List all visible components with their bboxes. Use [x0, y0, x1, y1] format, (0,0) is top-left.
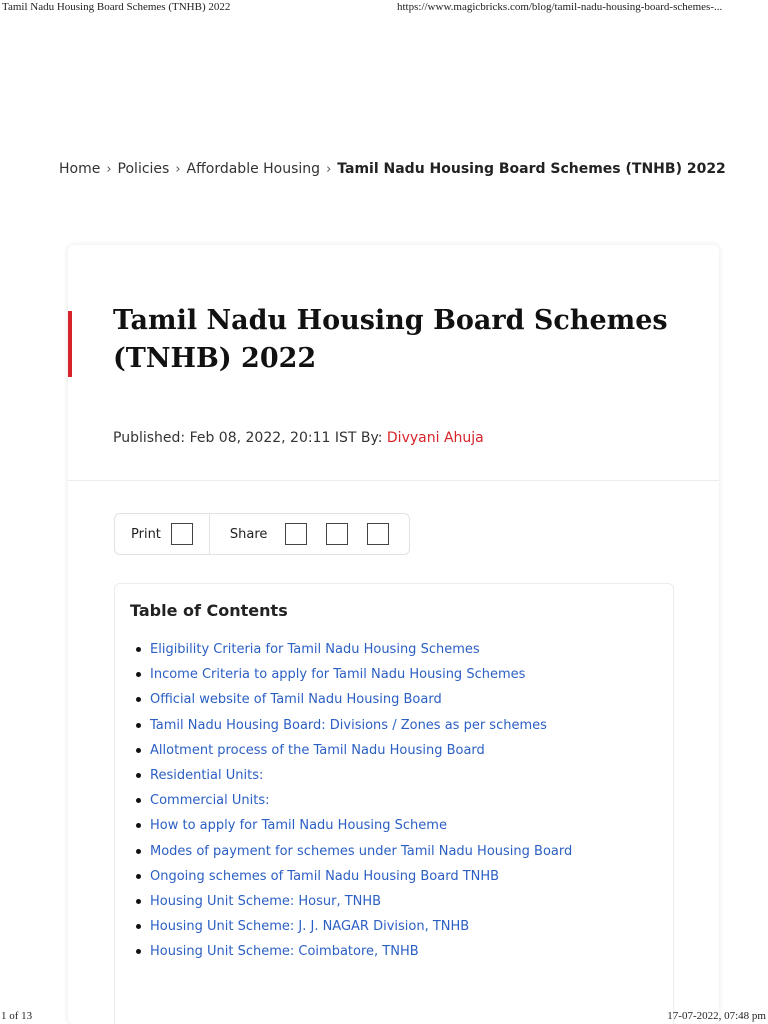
bullet-icon [136, 773, 141, 778]
toc-list [130, 637, 572, 964]
toc-link[interactable]: Housing Unit Scheme: Hosur, TNHB [150, 893, 382, 909]
print-header [0, 0, 768, 16]
toc-link[interactable]: Housing Unit Scheme: Coimbatore, TNHB [150, 944, 419, 960]
bullet-icon [136, 949, 141, 954]
bullet-icon [136, 823, 141, 828]
toc-item [130, 788, 572, 813]
toc-link[interactable]: Tamil Nadu Housing Board: Divisions / Zones as per schemes [150, 717, 547, 733]
bullet-icon [136, 798, 141, 803]
print-url: https://www.magicbricks.com/blog/tamil-nadu-housing-board-schemes-... [397, 1, 723, 13]
toc-item [130, 914, 572, 939]
toolbar-divider [209, 514, 210, 554]
published-info [113, 430, 484, 446]
bullet-icon [136, 723, 141, 728]
toc-link[interactable]: Ongoing schemes of Tamil Nadu Housing Board TNHB [150, 868, 500, 884]
bullet-icon [136, 647, 141, 652]
breadcrumb-affordable-housing[interactable]: Affordable Housing [186, 161, 321, 177]
bullet-icon [136, 672, 141, 677]
toc-link[interactable]: Modes of payment for schemes under Tamil Nadu Housing Board [150, 843, 573, 859]
article-card [68, 245, 719, 1024]
breadcrumb [59, 161, 759, 177]
breadcrumb-separator: › [106, 161, 112, 177]
table-of-contents [114, 583, 674, 1024]
toc-item [130, 813, 572, 838]
toc-link[interactable]: Income Criteria to apply for Tamil Nadu Housing Schemes [150, 667, 526, 683]
print-page-title: Tamil Nadu Housing Board Schemes (TNHB) 2022 [2, 1, 231, 13]
toc-link[interactable]: Allotment process of the Tamil Nadu Housing Board [150, 742, 485, 758]
breadcrumb-separator: › [175, 161, 181, 177]
toc-item [130, 864, 572, 889]
toc-item [130, 713, 572, 738]
author-link[interactable]: Divyani Ahuja [386, 430, 484, 446]
toc-link[interactable]: How to apply for Tamil Nadu Housing Scheme [150, 818, 447, 834]
toc-item [130, 687, 572, 712]
print-footer [0, 1010, 768, 1024]
toc-item [130, 662, 572, 687]
divider [68, 480, 719, 481]
toc-link[interactable]: Eligibility Criteria for Tamil Nadu Housing Schemes [150, 642, 480, 658]
toc-item [130, 738, 572, 763]
share-linkedin-icon[interactable] [367, 523, 389, 545]
toc-link[interactable]: Commercial Units: [150, 793, 270, 809]
toc-link[interactable]: Official website of Tamil Nadu Housing Board [150, 692, 442, 708]
bullet-icon [136, 924, 141, 929]
share-twitter-icon[interactable] [326, 523, 348, 545]
page-count: 1 of 13 [1, 1010, 33, 1022]
title-accent-bar [68, 311, 72, 377]
breadcrumb-policies[interactable]: Policies [117, 161, 170, 177]
print-icon[interactable] [171, 523, 193, 545]
toc-link[interactable]: Residential Units: [150, 768, 264, 784]
breadcrumb-current: Tamil Nadu Housing Board Schemes (TNHB) 2022 [337, 161, 726, 177]
bullet-icon [136, 899, 141, 904]
print-timestamp: 17-07-2022, 07:48 pm [667, 1010, 766, 1022]
toc-item [130, 939, 572, 964]
share-facebook-icon[interactable] [285, 523, 307, 545]
bullet-icon [136, 849, 141, 854]
bullet-icon [136, 874, 141, 879]
published-label: Published: Feb 08, 2022, 20:11 IST By: [113, 430, 383, 446]
bullet-icon [136, 748, 141, 753]
print-label: Print [131, 526, 161, 542]
toc-link[interactable]: Housing Unit Scheme: J. J. NAGAR Division, TNHB [150, 919, 470, 935]
toc-title: Table of Contents [130, 601, 288, 620]
toc-item [130, 763, 572, 788]
breadcrumb-home[interactable]: Home [59, 161, 101, 177]
breadcrumb-separator: › [326, 161, 332, 177]
share-toolbar [114, 513, 410, 555]
toc-item [130, 637, 572, 662]
toc-item [130, 889, 572, 914]
bullet-icon [136, 697, 141, 702]
toc-item [130, 839, 572, 864]
page-title: Tamil Nadu Housing Board Schemes (TNHB) 2022 [113, 305, 668, 374]
share-label: Share [229, 526, 268, 542]
